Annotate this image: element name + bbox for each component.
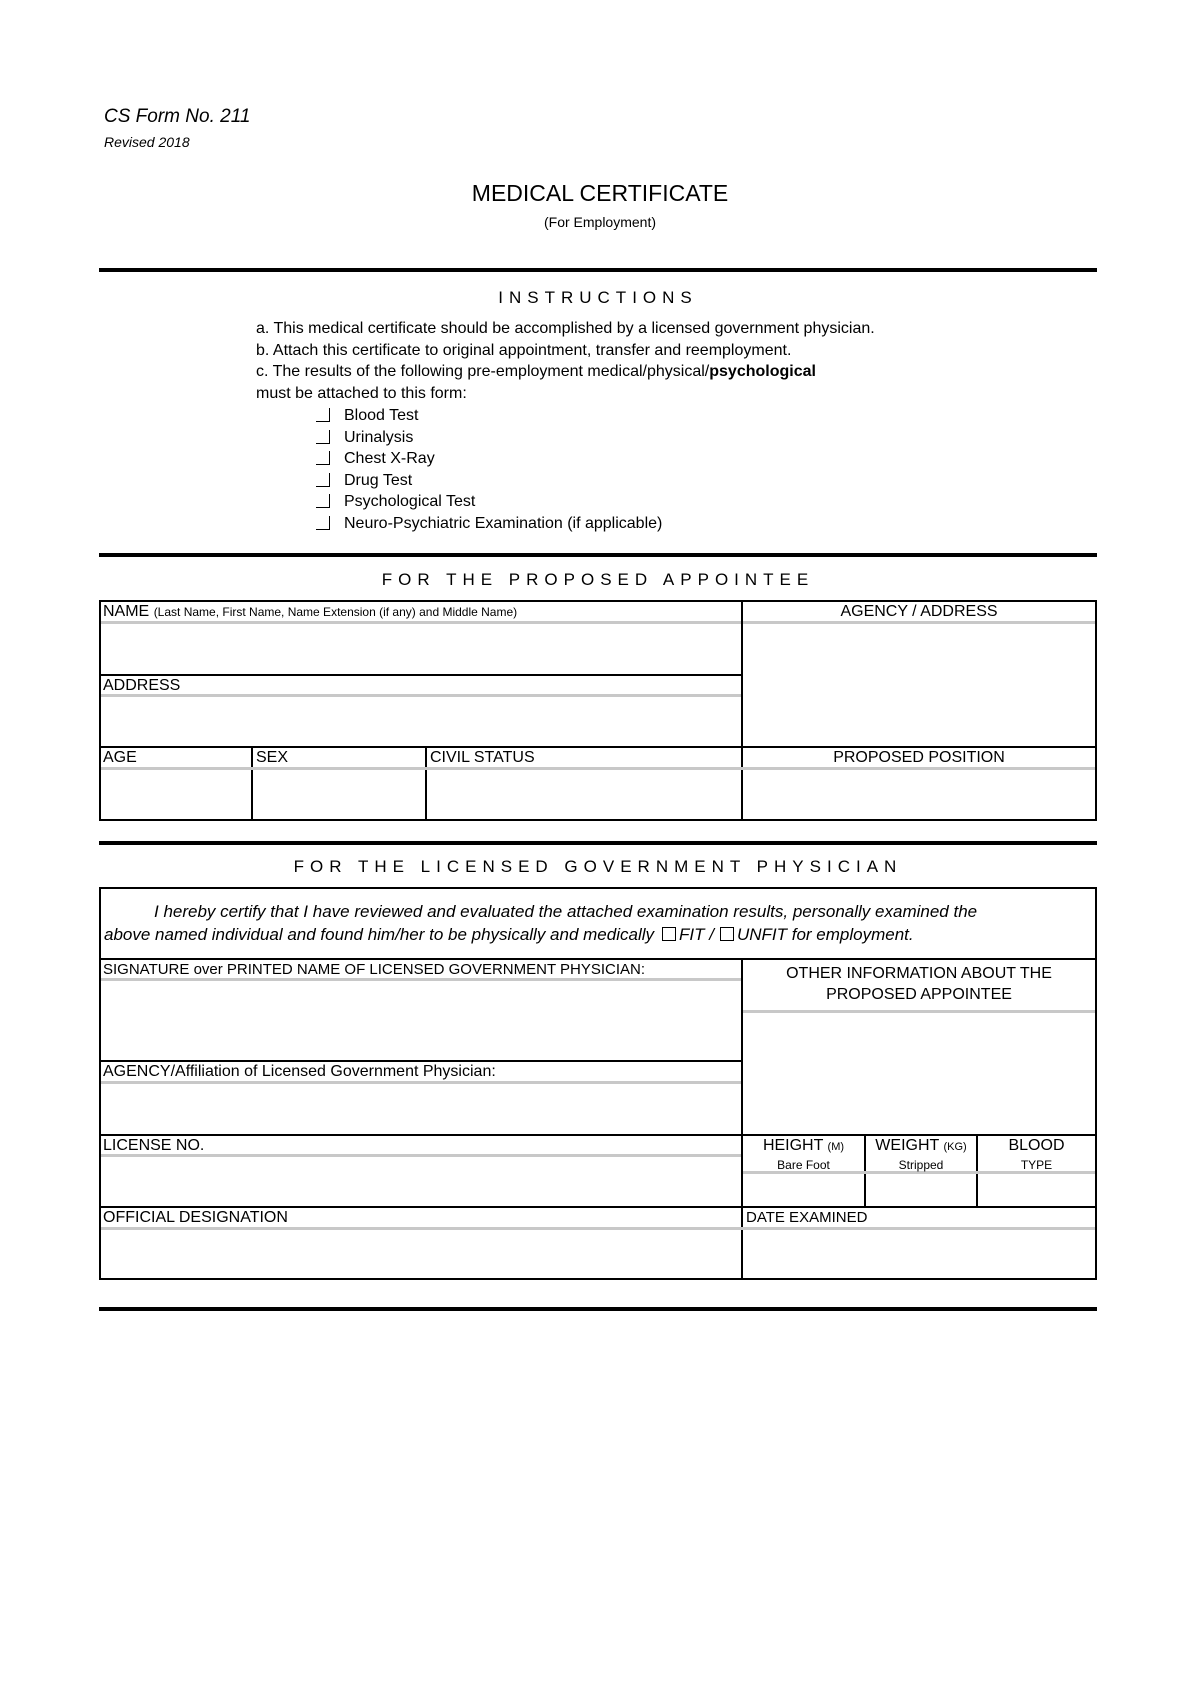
divider bbox=[99, 268, 1097, 272]
address-label: ADDRESS bbox=[103, 677, 181, 694]
weight-label bbox=[866, 1137, 976, 1155]
divider bbox=[99, 958, 1097, 960]
revision-note: Revised 2018 bbox=[104, 134, 190, 150]
divider bbox=[99, 1206, 1097, 1208]
divider bbox=[101, 767, 1095, 770]
checklist-label: Neuro-Psychiatric Examination (if applicable) bbox=[344, 514, 663, 532]
instructions-text bbox=[256, 318, 875, 404]
height-sub: Bare Foot bbox=[777, 1158, 830, 1172]
divider bbox=[741, 958, 743, 1280]
date-examined-label: DATE EXAMINED bbox=[746, 1209, 868, 1226]
form-number: CS Form No. 211 bbox=[104, 106, 251, 127]
cert-line-2 bbox=[104, 923, 1094, 946]
height-label bbox=[743, 1137, 864, 1155]
age-label: AGE bbox=[103, 749, 137, 766]
divider bbox=[101, 978, 741, 981]
page-subtitle: (For Employment) bbox=[543, 214, 657, 230]
test-checklist bbox=[316, 405, 662, 534]
checklist-label: Psychological Test bbox=[344, 493, 476, 510]
unfit-label: UNFIT for employment. bbox=[736, 925, 914, 944]
divider bbox=[99, 746, 1097, 748]
checklist-item bbox=[316, 470, 662, 492]
instructions-heading: INSTRUCTIONS bbox=[498, 288, 698, 307]
agency-affiliation-label: AGENCY/Affiliation of Licensed Government Physician: bbox=[103, 1063, 496, 1080]
name-hint: (Last Name, First Name, Name Extension (if any) and Middle Name) bbox=[153, 605, 518, 619]
divider bbox=[101, 1081, 741, 1084]
divider bbox=[99, 841, 1097, 845]
checklist-item bbox=[316, 427, 662, 449]
instruction-c-bold: psychological bbox=[709, 363, 816, 380]
divider bbox=[99, 1060, 742, 1062]
divider bbox=[101, 621, 741, 624]
height-text: HEIGHT bbox=[762, 1137, 824, 1154]
checklist-item bbox=[316, 491, 662, 513]
checkbox[interactable] bbox=[316, 494, 330, 508]
fit-checkbox[interactable] bbox=[662, 927, 676, 941]
name-label bbox=[103, 603, 517, 621]
other-info-label-2: PROPOSED APPOINTEE bbox=[826, 986, 1012, 1003]
divider bbox=[101, 694, 741, 697]
divider bbox=[99, 674, 742, 676]
weight-text: WEIGHT bbox=[875, 1137, 939, 1154]
unfit-checkbox[interactable] bbox=[720, 927, 734, 941]
appointee-table bbox=[99, 600, 1097, 821]
instruction-c bbox=[256, 361, 875, 383]
proposed-position-label: PROPOSED POSITION bbox=[833, 749, 1005, 766]
divider bbox=[743, 621, 1095, 624]
divider bbox=[425, 746, 427, 821]
other-info-label-1: OTHER INFORMATION ABOUT THE bbox=[786, 965, 1052, 982]
instruction-c-text: c. The results of the following pre-employment medical/physical/ bbox=[256, 363, 710, 380]
checklist-label: Drug Test bbox=[344, 471, 413, 489]
instruction-a: a. This medical certificate should be accomplished by a licensed government physician. bbox=[256, 320, 875, 337]
checklist-label: Blood Test bbox=[344, 407, 419, 424]
instruction-b: b. Attach this certificate to original appointment, transfer and reemployment. bbox=[256, 341, 792, 359]
divider bbox=[99, 1307, 1097, 1311]
checklist-item bbox=[316, 513, 662, 535]
page-title: MEDICAL CERTIFICATE bbox=[471, 180, 729, 206]
cert-line-2-text: above named individual and found him/her to be physically and medically bbox=[104, 925, 655, 944]
instruction-c-cont: must be attached to this form: bbox=[256, 384, 467, 402]
checklist-label: Urinalysis bbox=[344, 428, 414, 446]
official-designation-label: OFFICIAL DESIGNATION bbox=[103, 1209, 288, 1226]
checkbox[interactable] bbox=[316, 451, 330, 465]
height-unit: (M) bbox=[827, 1141, 845, 1153]
blood-type-label: BLOOD bbox=[1008, 1137, 1065, 1154]
blood-type-sub: TYPE bbox=[1020, 1158, 1053, 1172]
sex-label: SEX bbox=[256, 749, 289, 766]
checklist-item bbox=[316, 405, 662, 427]
divider bbox=[99, 1134, 1097, 1136]
license-no-label: LICENSE NO. bbox=[103, 1137, 205, 1154]
name-label-text: NAME bbox=[103, 603, 150, 620]
weight-sub: Stripped bbox=[898, 1158, 944, 1172]
certification-statement bbox=[104, 900, 1094, 946]
checkbox[interactable] bbox=[316, 473, 330, 487]
divider bbox=[741, 600, 743, 821]
checkbox[interactable] bbox=[316, 430, 330, 444]
divider bbox=[101, 1227, 1095, 1230]
civil-status-label: CIVIL STATUS bbox=[430, 749, 535, 766]
divider bbox=[251, 746, 253, 821]
divider bbox=[743, 1010, 1095, 1013]
cert-line-1: I hereby certify that I have reviewed and evaluated the attached examination results, personally examined the bbox=[154, 902, 978, 921]
fit-label: FIT / bbox=[679, 925, 714, 944]
weight-unit: (KG) bbox=[943, 1141, 967, 1153]
physician-heading: FOR THE LICENSED GOVERNMENT PHYSICIAN bbox=[293, 857, 903, 876]
checkbox[interactable] bbox=[316, 408, 330, 422]
checklist-item bbox=[316, 448, 662, 470]
divider bbox=[99, 553, 1097, 557]
checkbox[interactable] bbox=[316, 516, 330, 530]
signature-label: SIGNATURE over PRINTED NAME OF LICENSED GOVERNMENT PHYSICIAN: bbox=[103, 961, 646, 978]
appointee-heading: FOR THE PROPOSED APPOINTEE bbox=[381, 570, 815, 589]
agency-address-label: AGENCY / ADDRESS bbox=[840, 603, 998, 620]
checklist-label: Chest X-Ray bbox=[344, 450, 435, 467]
